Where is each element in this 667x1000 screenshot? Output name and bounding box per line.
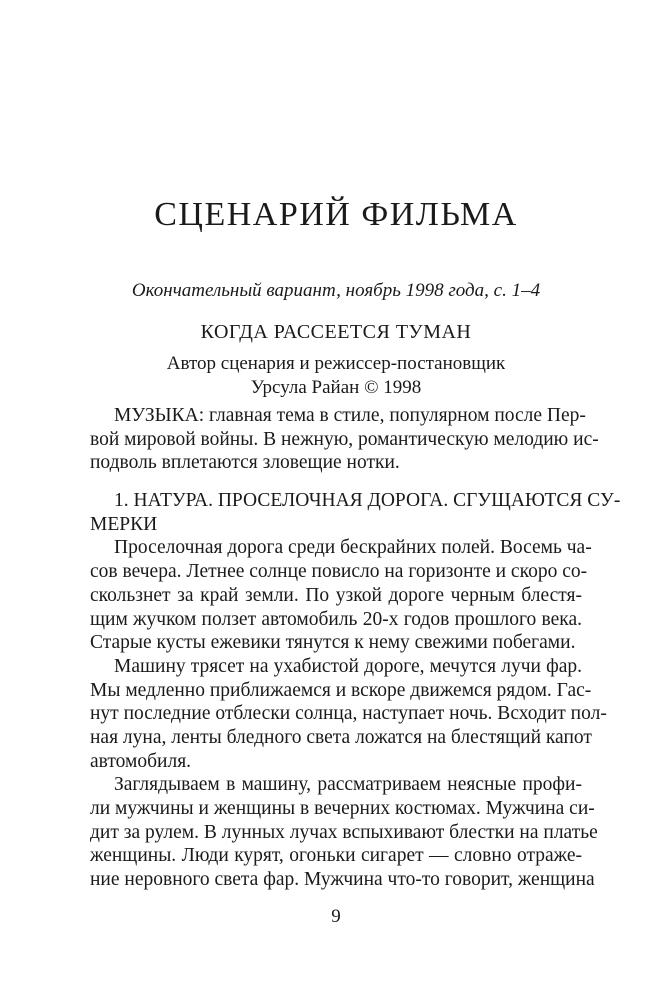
text-line: Заглядываем в машину, рассматриваем неясные профи- bbox=[114, 774, 582, 796]
text-line: сов вечера. Летнее солнце повисло на горизонте и скоро со- bbox=[90, 561, 588, 583]
text-line: МУЗЫКА: главная тема в стиле, популярном после Пер- bbox=[114, 405, 586, 426]
text-line: Мы медленно приближаемся и вскоре движемся рядом. Гас- bbox=[90, 679, 592, 701]
draft-note: Окончательный вариант, ноябрь 1998 года, с. 1–4 bbox=[131, 280, 541, 301]
screenplay-body bbox=[90, 404, 621, 892]
paragraph-music bbox=[90, 404, 599, 475]
text-line: женщины. Люди курят, огоньки сигарет — словно отраже- bbox=[90, 845, 582, 867]
text-line: нут последние отблески солнца, наступает ночь. Всходит пол- bbox=[90, 703, 607, 725]
text-line: вой мировой войны. В нежную, романтическую мелодию ис- bbox=[90, 428, 599, 450]
text-line: скользнет за край земли. По узкой дороге черным блестя- bbox=[90, 584, 582, 606]
text-line: щим жучком ползет автомобиль 20-х годов прошлого века. bbox=[90, 608, 582, 630]
text-line: ние неровного света фар. Мужчина что-то говорит, женщина bbox=[90, 869, 595, 891]
text-line: Старые кусты ежевики тянутся к нему свежими побегами. bbox=[90, 632, 576, 654]
text-line: Машину трясет на ухабистой дороге, мечутся лучи фар. bbox=[114, 655, 582, 677]
text-line: подволь вплетаются зловещие нотки. bbox=[90, 452, 400, 474]
paragraph-road bbox=[90, 536, 592, 654]
text-line: Проселочная дорога среди бескрайних полей. Восемь ча- bbox=[114, 537, 592, 559]
credits bbox=[90, 352, 582, 400]
paragraph-car bbox=[90, 655, 607, 773]
credits-role: Автор сценария и режиссер-постановщик bbox=[166, 353, 506, 374]
text-line: дит за рулем. В лунных лучах вспыхивают блестки на платье bbox=[90, 821, 598, 843]
book-page bbox=[90, 0, 621, 1000]
film-title: КОГДА РАССЕЕТСЯ ТУМАН bbox=[200, 321, 472, 343]
text-line: автомобиля. bbox=[90, 750, 192, 772]
text-line: ная луна, ленты бледного света ложатся на блестящий капот bbox=[90, 726, 592, 748]
chapter-title: СЦЕНАРИЙ ФИЛЬМА bbox=[154, 196, 518, 233]
text-line: МЕРКИ bbox=[90, 513, 158, 535]
credits-author: Урсула Райан © 1998 bbox=[250, 377, 422, 398]
paragraph-passengers bbox=[90, 773, 598, 891]
text-line: ли мужчины и женщины в вечерних костюмах. Мужчина си- bbox=[90, 798, 595, 819]
scene-heading bbox=[90, 489, 621, 536]
text-line: 1. НАТУРА. ПРОСЕЛОЧНАЯ ДОРОГА. СГУЩАЮТСЯ СУ- bbox=[114, 490, 621, 512]
page-number: 9 bbox=[331, 906, 341, 927]
